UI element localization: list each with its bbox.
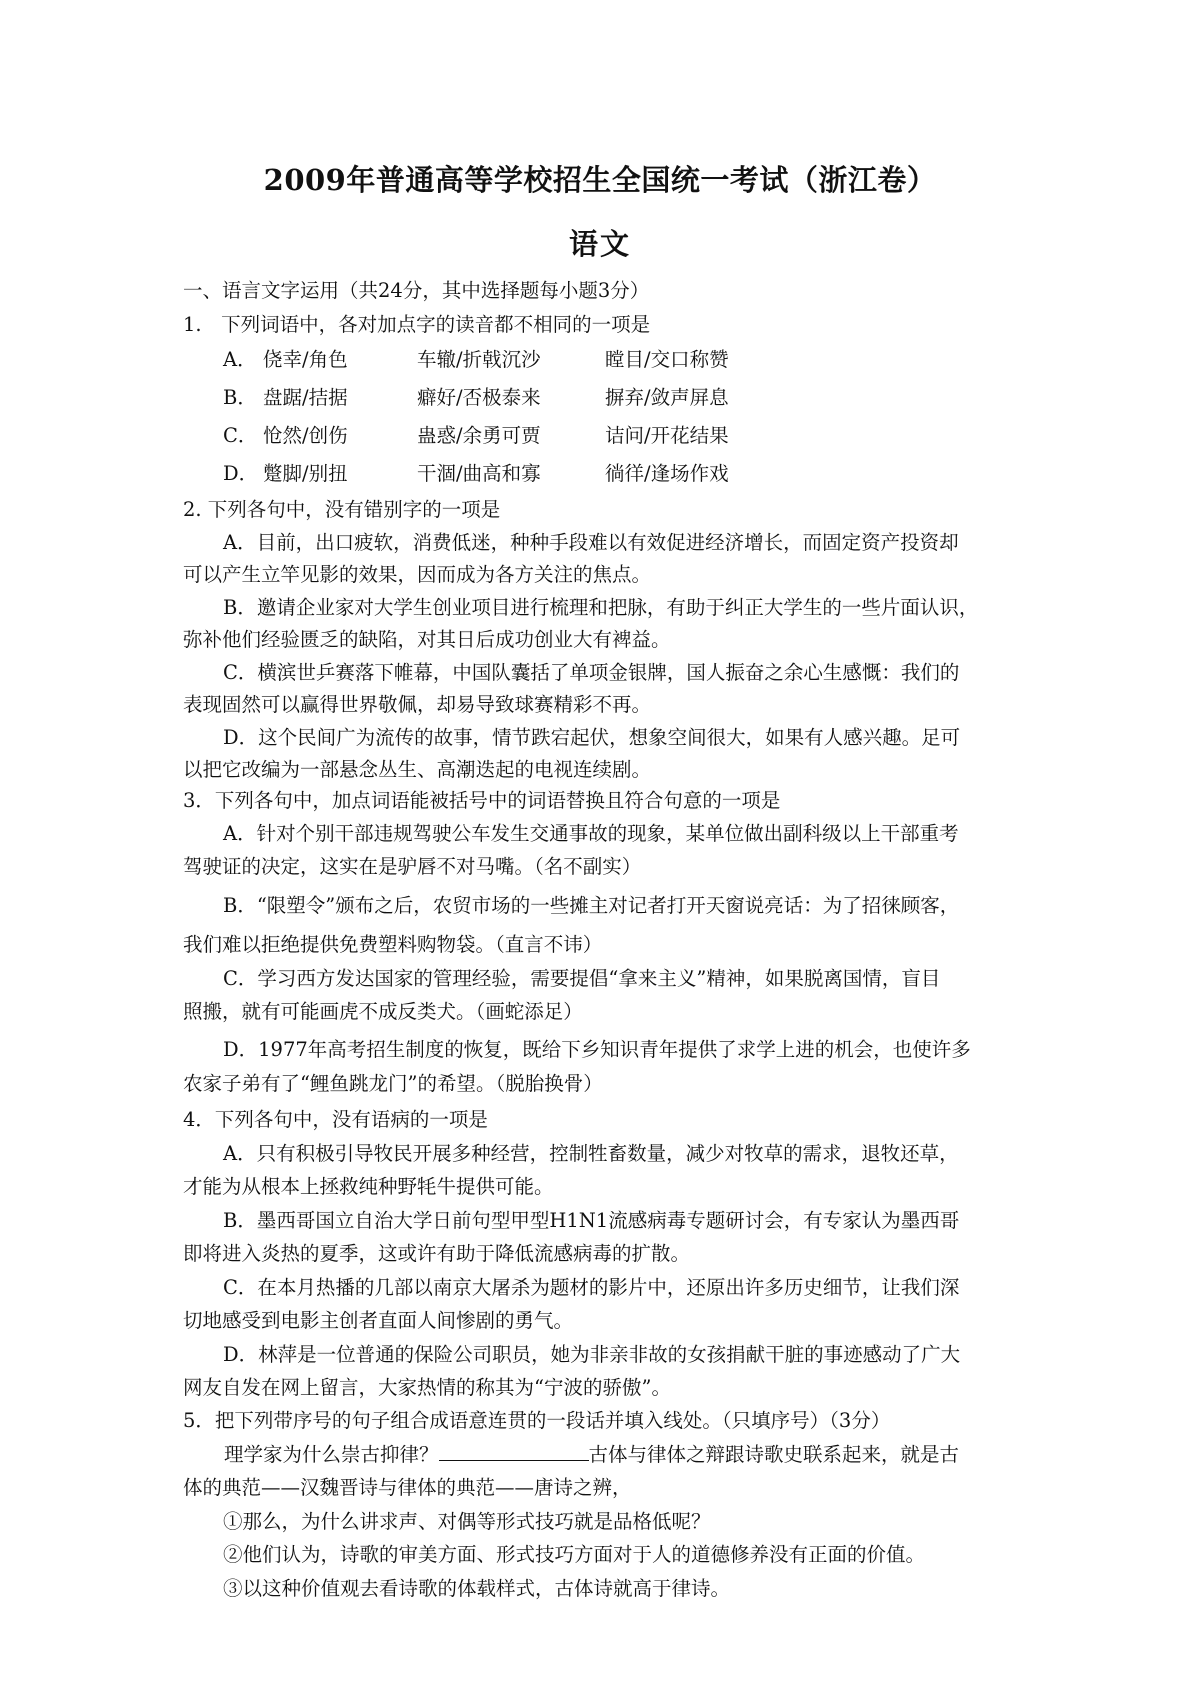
q3-option-d-line1: D．1977年高考招生制度的恢复，既给下乡知识青年提供了求学上进的机会，也使许多 (223, 1038, 971, 1061)
q3-stem: 3．下列各句中，加点词语能被括号中的词语替换且符合句意的一项是 (183, 789, 781, 812)
answer-blank[interactable] (439, 1442, 589, 1461)
q4-option-a-line2: 才能为从根本上拯救纯种野牦牛提供可能。 (183, 1175, 554, 1198)
q5-passage-line2: 体的典范——汉魏晋诗与律体的典范——唐诗之辨， (183, 1476, 632, 1499)
q1-a-col2: 车辙/折戟沉沙 (417, 348, 541, 371)
q2-stem: 2. 下列各句中，没有错别字的一项是 (183, 498, 501, 521)
q2-option-b-line1: B．邀请企业家对大学生创业项目进行梳理和把脉，有助于纠正大学生的一些片面认识， (223, 596, 979, 619)
q4-option-b-line2: 即将进入炎热的夏季，这或许有助于降低流感病毒的扩散。 (183, 1242, 691, 1265)
q3-option-d-line2: 农家子弟有了“鲤鱼跳龙门”的希望。（脱胎换骨） (183, 1072, 603, 1095)
q1-b-label: B． (223, 386, 257, 409)
q3-option-c-line1: C．学习西方发达国家的管理经验，需要提倡“拿来主义”精神，如果脱离国情，盲目 (223, 967, 941, 990)
q1-b-col2: 癖好/否极泰来 (417, 386, 541, 409)
q1-c-col2: 蛊惑/余勇可贾 (417, 424, 541, 447)
q1-c-label: C． (223, 424, 258, 447)
q1-d-col2: 干涸/曲高和寡 (417, 462, 541, 485)
q5-stem: 5．把下列带序号的句子组合成语意连贯的一段话并填入线处。（只填序号）（3分） (183, 1409, 891, 1432)
q4-option-c-line1: C．在本月热播的几部以南京大屠杀为题材的影片中，还原出许多历史细节，让我们深 (223, 1276, 960, 1299)
q1-b-col1: 盘踞/拮据 (263, 386, 348, 409)
q1-c-col1: 怆然/创伤 (263, 424, 348, 447)
q2-option-a-line2: 可以产生立竿见影的效果，因而成为各方关注的焦点。 (183, 563, 652, 586)
q3-option-a-line2: 驾驶证的决定，这实在是驴唇不对马嘴。（名不副实） (183, 855, 642, 878)
q5-sentence-2: ②他们认为，诗歌的审美方面、形式技巧方面对于人的道德修养没有正面的价值。 (223, 1543, 926, 1566)
q4-option-d-line1: D．林萍是一位普通的保险公司职员，她为非亲非故的女孩捐献干脏的事迹感动了广大 (223, 1343, 961, 1366)
q2-option-d-line2: 以把它改编为一部悬念丛生、高潮迭起的电视连续剧。 (183, 758, 652, 781)
q1-a-label: A． (223, 348, 257, 371)
q5-passage-line1 (224, 1442, 959, 1468)
q3-option-b-line2: 我们难以拒绝提供免费塑料购物袋。（直言不讳） (183, 933, 603, 956)
exam-title: 2009年普通高等学校招生全国统一考试（浙江卷） (263, 163, 937, 197)
q3-option-b-line1: B．“限塑令”颁布之后，农贸市场的一些摊主对记者打开天窗说亮话：为了招徕顾客， (223, 894, 960, 917)
subject-title: 语文 (568, 227, 631, 261)
q3-option-c-line2: 照搬，就有可能画虎不成反类犬。（画蛇添足） (183, 1000, 583, 1023)
q4-option-d-line2: 网友自发在网上留言，大家热情的称其为“宁波的骄傲”。 (183, 1376, 671, 1399)
q4-option-b-line1: B．墨西哥国立自治大学日前句型甲型H1N1流感病毒专题研讨会，有专家认为墨西哥 (223, 1209, 960, 1232)
q2-option-d-line1: D．这个民间广为流传的故事，情节跌宕起伏，想象空间很大，如果有人感兴趣。足可 (223, 726, 961, 749)
q1-d-label: D． (223, 462, 259, 485)
q3-option-a-line1: A．针对个别干部违规驾驶公车发生交通事故的现象，某单位做出副科级以上干部重考 (223, 822, 959, 845)
q1-stem: 1. 下列词语中，各对加点字的读音都不相同的一项是 (183, 313, 651, 336)
q5-sentence-3: ③以这种价值观去看诗歌的体载样式，古体诗就高于律诗。 (223, 1577, 731, 1600)
q2-option-b-line2: 弥补他们经验匮乏的缺陷，对其日后成功创业大有裨益。 (183, 628, 671, 651)
q2-option-c-line1: C．横滨世乒赛落下帷幕，中国队囊括了单项金银牌，国人振奋之余心生感慨：我们的 (223, 661, 960, 684)
q1-c-col3: 诘问/开花结果 (605, 424, 729, 447)
q2-option-c-line2: 表现固然可以赢得世界敬佩，却易导致球赛精彩不再。 (183, 693, 652, 716)
q1-b-col3: 摒弃/敛声屏息 (605, 386, 729, 409)
q4-stem: 4．下列各句中，没有语病的一项是 (183, 1108, 488, 1131)
q1-a-col3: 瞠目/交口称赞 (605, 348, 729, 371)
q4-option-c-line2: 切地感受到电影主创者直面人间惨剧的勇气。 (183, 1309, 574, 1332)
q2-option-a-line1: A．目前，出口疲软，消费低迷，种种手段难以有效促进经济增长，而固定资产投资却 (223, 531, 959, 554)
q5-passage-rest: 古体与律体之辩跟诗歌史联系起来，就是古 (588, 1443, 960, 1466)
q1-d-col3: 徜徉/逢场作戏 (605, 462, 729, 485)
section-heading: 一、语言文字运用（共24分，其中选择题每小题3分） (183, 279, 650, 302)
q1-d-col1: 蹩脚/别扭 (263, 462, 348, 485)
q5-sentence-1: ①那么，为什么讲求声、对偶等形式技巧就是品格低呢？ (223, 1510, 711, 1533)
q1-a-col1: 侥幸/角色 (263, 348, 348, 371)
q5-passage-start: 理学家为什么崇古抑律？ (224, 1443, 439, 1466)
q4-option-a-line1: A．只有积极引导牧民开展多种经营，控制牲畜数量，减少对牧草的需求，退牧还草， (223, 1142, 959, 1165)
